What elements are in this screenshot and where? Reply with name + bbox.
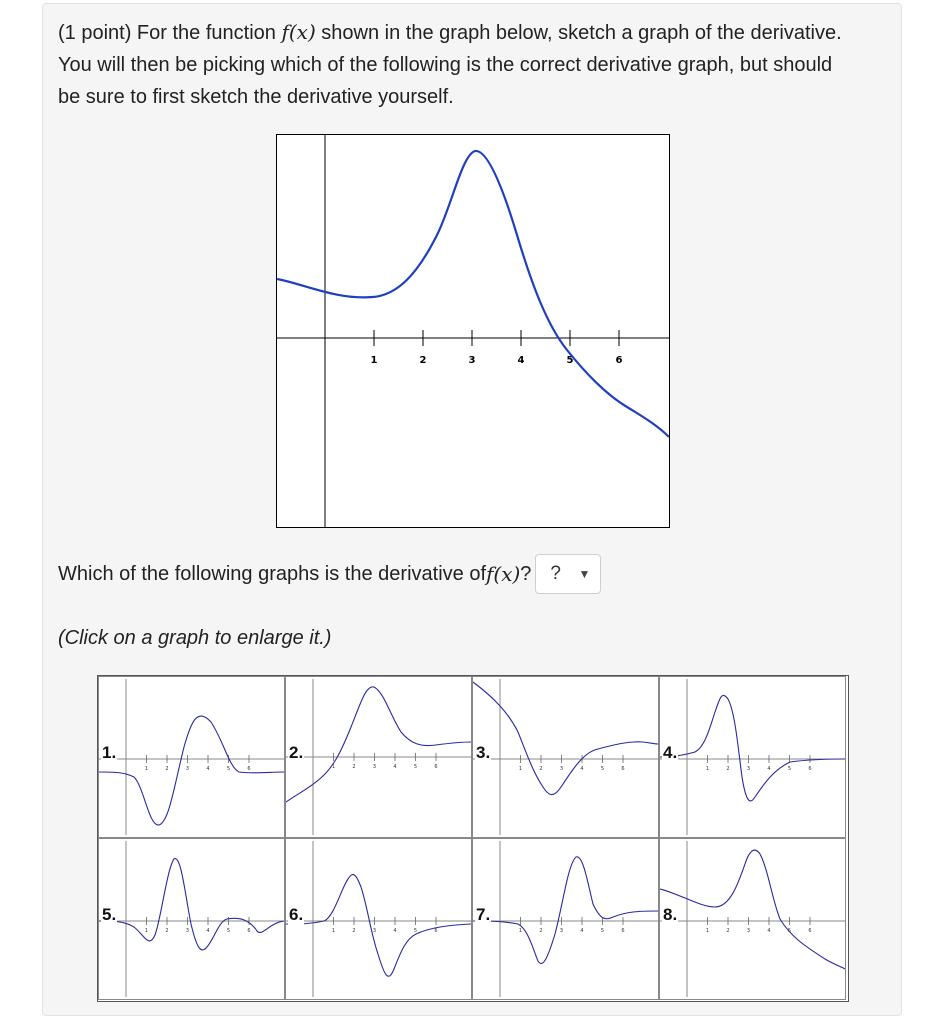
choice-graph-svg	[99, 839, 284, 999]
choice-number: 7.	[476, 905, 491, 924]
choice-graph-svg	[286, 677, 471, 837]
function-symbol: f(x)	[486, 562, 521, 586]
x-tick-label: 1	[705, 766, 710, 772]
choice-graph-svg	[660, 677, 845, 837]
answer-dropdown-value: ?	[550, 563, 561, 584]
derivative-question: Which of the following graphs is the derivative of f(x) ? ? ▼	[58, 558, 601, 590]
x-tick-label: 3	[559, 766, 564, 772]
x-tick-label: 1	[331, 764, 336, 770]
choice-graph-5[interactable]	[98, 838, 285, 1000]
x-tick-label: 1	[518, 928, 523, 934]
x-tick-label: 4	[393, 764, 397, 770]
x-tick-label: 3	[185, 766, 190, 772]
choice-graph-8[interactable]	[659, 838, 846, 1000]
x-tick-label: 2	[352, 928, 356, 934]
function-graph-svg	[277, 135, 669, 527]
derivative-curve	[286, 687, 471, 802]
function-curve	[277, 151, 669, 437]
x-tick-label: 6	[615, 355, 623, 366]
derivative-curve	[99, 716, 284, 825]
x-tick-label: 4	[580, 766, 584, 772]
x-tick-label: 6	[808, 766, 812, 772]
x-tick-label: 5	[566, 355, 574, 366]
x-tick-label: 5	[600, 766, 605, 772]
derivative-curve	[473, 682, 658, 795]
x-tick-label: 3	[372, 764, 377, 770]
enlarge-hint: (Click on a graph to enlarge it.)	[58, 627, 332, 649]
choice-graph-2[interactable]	[285, 676, 472, 838]
choice-graph-7[interactable]	[472, 838, 659, 1000]
choice-number: 2.	[289, 743, 304, 762]
choice-number: 6.	[289, 905, 304, 924]
x-tick-label: 5	[787, 766, 792, 772]
choice-graph-svg	[473, 677, 658, 837]
function-graph[interactable]	[276, 134, 670, 528]
choice-graph-3[interactable]	[472, 676, 659, 838]
x-tick-label: 6	[434, 928, 438, 934]
x-tick-label: 4	[206, 928, 210, 934]
choice-number: 4.	[663, 743, 678, 762]
x-tick-label: 4	[767, 928, 771, 934]
x-tick-label: 3	[559, 928, 564, 934]
derivative-curve	[99, 859, 284, 950]
derivative-curve	[286, 875, 471, 977]
x-tick-label: 3	[746, 766, 751, 772]
choice-graph-6[interactable]	[285, 838, 472, 1000]
derivative-curve	[660, 695, 845, 800]
x-tick-label: 1	[144, 766, 149, 772]
x-tick-label: 4	[517, 355, 525, 366]
choice-number: 8.	[663, 905, 678, 924]
answer-dropdown[interactable]	[535, 554, 601, 594]
x-tick-label: 3	[468, 355, 476, 366]
choice-graph-svg	[286, 839, 471, 999]
x-tick-label: 6	[621, 928, 625, 934]
x-tick-label: 2	[726, 766, 730, 772]
x-tick-label: 2	[539, 766, 543, 772]
x-tick-label: 5	[413, 928, 418, 934]
x-tick-label: 5	[413, 764, 418, 770]
x-tick-label: 2	[165, 928, 169, 934]
x-tick-label: 2	[165, 766, 169, 772]
derivative-curve	[473, 857, 658, 964]
question-text: (1 point) For the function f(x) shown in the graph below, sketch a graph of the derivative. You will then be picking which of the following is the correct derivative graph, but should be sure to first sketch the derivative yourself.	[58, 20, 842, 108]
x-tick-label: 5	[787, 928, 792, 934]
x-tick-label: 2	[419, 355, 427, 366]
x-tick-label: 4	[580, 928, 584, 934]
x-tick-label: 3	[746, 928, 751, 934]
x-tick-label: 1	[518, 766, 523, 772]
x-tick-label: 6	[808, 928, 812, 934]
x-tick-label: 6	[247, 766, 251, 772]
choice-number: 1.	[102, 743, 117, 762]
x-tick-label: 1	[144, 928, 149, 934]
dropdown-arrow-icon: ▼	[578, 567, 591, 581]
x-tick-label: 2	[726, 928, 730, 934]
x-tick-label: 2	[352, 764, 356, 770]
choice-graph-4[interactable]	[659, 676, 846, 838]
x-tick-label: 5	[600, 928, 605, 934]
x-tick-label: 4	[206, 766, 210, 772]
x-tick-label: 5	[226, 766, 231, 772]
x-tick-label: 4	[767, 766, 771, 772]
x-tick-label: 3	[185, 928, 190, 934]
choice-number: 5.	[102, 905, 117, 924]
x-tick-label: 3	[372, 928, 377, 934]
x-tick-label: 1	[705, 928, 710, 934]
choice-graph-1[interactable]	[98, 676, 285, 838]
function-symbol: f(x)	[281, 20, 316, 44]
x-tick-label: 1	[370, 355, 378, 366]
x-tick-label: 6	[434, 764, 438, 770]
x-tick-label: 4	[393, 928, 397, 934]
choice-graph-svg	[99, 677, 284, 837]
x-tick-label: 5	[226, 928, 231, 934]
derivative-curve	[660, 850, 845, 969]
choice-number: 3.	[476, 743, 491, 762]
x-tick-label: 1	[331, 928, 336, 934]
choice-graph-svg	[660, 839, 845, 999]
x-tick-label: 6	[247, 928, 251, 934]
x-tick-label: 6	[621, 766, 625, 772]
choice-graph-svg	[473, 839, 658, 999]
x-tick-label: 2	[539, 928, 543, 934]
derivative-question-text: Which of the following graphs is the derivative of	[58, 563, 486, 585]
choice-grid	[97, 675, 849, 1002]
